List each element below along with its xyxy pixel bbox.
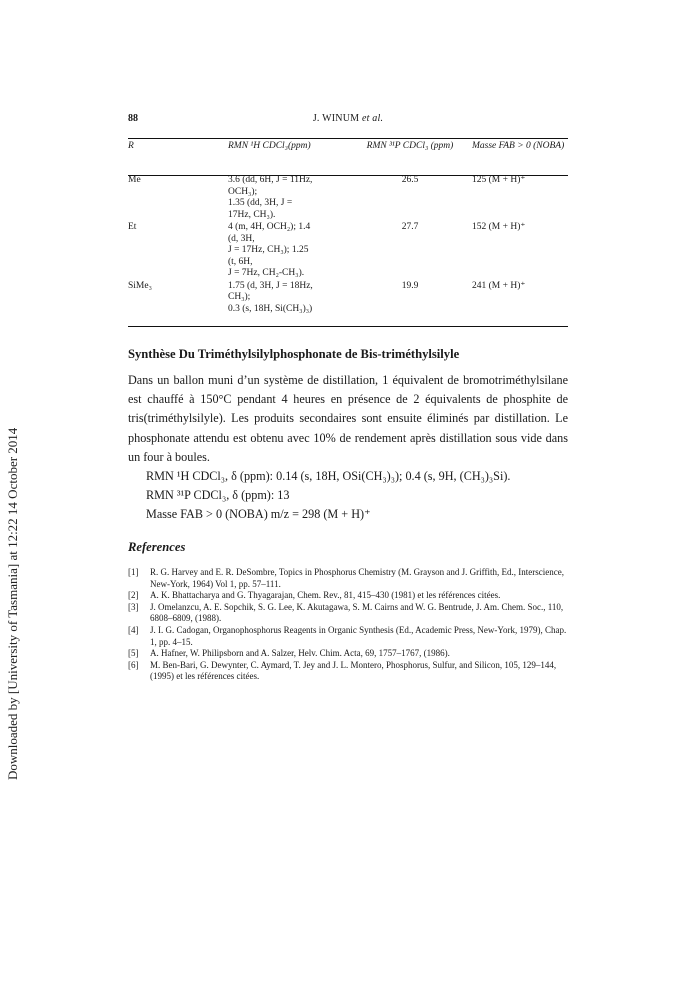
reference-text: A. K. Bhattacharya and G. Thyagarajan, Chem. Rev., 81, 415–430 (1981) et les références citées. (150, 590, 501, 601)
reference-number: [4] (128, 624, 139, 635)
table-bottom-rule (128, 326, 568, 327)
running-head-etal: et al. (361, 113, 384, 124)
cell-rmn-p: 27.7 (401, 222, 419, 232)
rmn-h-line: 17Hz, CH₃). (228, 209, 276, 220)
reference-item (128, 590, 568, 602)
col-header-r: R (128, 141, 134, 151)
reference-item (128, 625, 568, 648)
running-head (0, 113, 696, 124)
table-top-rule (128, 138, 568, 139)
reference-text: A. Hafner, W. Philipsborn and A. Salzer, Helv. Chim. Acta, 69, 1757–1767, (1986). (150, 648, 450, 659)
nmr-data-table (128, 141, 568, 316)
rmn-h-line: 3.6 (dd, 6H, J = 11Hz, (228, 175, 313, 185)
rmn-h-line: CH₃); (228, 292, 251, 302)
nmr-p-line: RMN ³¹P CDCl₃, δ (ppm): 13 (146, 488, 290, 503)
cell-rmn-h (228, 281, 348, 317)
reference-item (128, 567, 568, 590)
cell-rmn-h (228, 222, 348, 281)
fab-line: Masse FAB > 0 (NOBA) m/z = 298 (M + H)⁺ (146, 507, 371, 522)
references-heading: References (128, 540, 186, 554)
cell-fab: 241 (M + H)⁺ (472, 280, 526, 291)
reference-number: [6] (128, 659, 139, 670)
rmn-h-line: J = 17Hz, CH₃); 1.25 (228, 245, 309, 255)
section-title: Synthèse Du Triméthylsilylphosphonate de Bis-triméthylsilyle (128, 347, 460, 361)
cell-r: Me (128, 175, 141, 185)
reference-number: [2] (128, 590, 139, 601)
table-row (128, 175, 568, 222)
cell-rmn-p: 26.5 (401, 175, 419, 185)
nmr-h-line: RMN ¹H CDCl₃, δ (ppm): 0.14 (s, 18H, OSi(CH₃)₃); 0.4 (s, 9H, (CH₃)₃Si). (146, 469, 511, 484)
reference-text: M. Ben-Bari, G. Dewynter, C. Aymard, T. Jey and J. L. Montero, Phosphorus, Sulfur, and Silicon, 105, 129–144, (1995) et les références citées. (150, 659, 557, 682)
reference-number: [5] (128, 648, 139, 659)
cell-fab: 152 (M + H)⁺ (472, 222, 526, 232)
reference-number: [1] (128, 567, 139, 577)
page-header (0, 113, 696, 127)
running-head-authors: J. WINUM (312, 113, 360, 124)
table-row (128, 281, 568, 317)
download-notice: Downloaded by [University of Tasmania] at 12:22 14 October 2014 (5, 427, 20, 780)
table-row (128, 222, 568, 281)
rmn-h-line: (d, 3H, (228, 233, 255, 244)
rmn-h-line: OCH₃); (228, 186, 258, 197)
rmn-h-line: 1.35 (dd, 3H, J = (228, 198, 293, 208)
reference-item (128, 602, 568, 625)
rmn-h-line: (t, 6H, (228, 256, 253, 267)
page-number: 88 (128, 113, 138, 124)
download-watermark (2, 320, 24, 780)
col-header-fab: Masse FAB > 0 (NOBA) (472, 141, 565, 151)
reference-text: J. I. G. Cadogan, Organophosphorus Reagents in Organic Synthesis (Ed., Academic Press, New-York, 1979), Chap. 1, pp. 4–15. (150, 624, 567, 647)
reference-text: J. Omelanzcu, A. E. Sopchik, S. G. Lee, K. Akutagawa, S. M. Cairns and W. G. Bentrude, J. Am. Chem. Soc., 110, 6808–6809, (1988). (150, 601, 564, 624)
rmn-h-line: 0.3 (s, 18H, Si(CH₃)₃) (228, 303, 313, 314)
experimental-text (128, 371, 568, 525)
cell-r: Et (128, 222, 137, 232)
reference-item (128, 648, 568, 660)
table-header-row (128, 141, 568, 175)
body-paragraph: Dans un ballon muni d’un système de distillation, 1 équivalent de bromotriméthylsilane est chauffé à 150°C pendant 4 heures en présence de 2 équivalents de phosphite de tris(triméthylsilyle). Les produits secondaires sont ensuite éliminés par distillation. Le phosphonate attendu est obtenu avec 10% de rendement après distillation sous vide dans un four à boules. (128, 373, 568, 464)
rmn-h-line: J = 7Hz, CH₂-CH₃). (228, 268, 305, 278)
reference-list (128, 567, 568, 683)
cell-fab: 125 (M + H)⁺ (472, 175, 526, 185)
cell-r: SiMe₃ (128, 280, 152, 291)
reference-item (128, 660, 568, 683)
cell-rmn-p: 19.9 (401, 280, 419, 291)
reference-number: [3] (128, 601, 139, 612)
col-header-rmn-p: RMN ³¹P CDCl₃ (ppm) (366, 141, 454, 151)
rmn-h-line: 1.75 (d, 3H, J = 18Hz, (228, 280, 313, 291)
col-header-rmn-h: RMN ¹H CDCl₃(ppm) (228, 141, 311, 151)
reference-text: R. G. Harvey and E. R. DeSombre, Topics in Phosphorus Chemistry (M. Grayson and J. Griffith, Ed., Interscience, New-York, 1964) Vol 1, pp. 57–111. (150, 567, 564, 589)
cell-rmn-h (228, 175, 348, 222)
rmn-h-line: 4 (m, 4H, OCH₂); 1.4 (228, 222, 311, 232)
